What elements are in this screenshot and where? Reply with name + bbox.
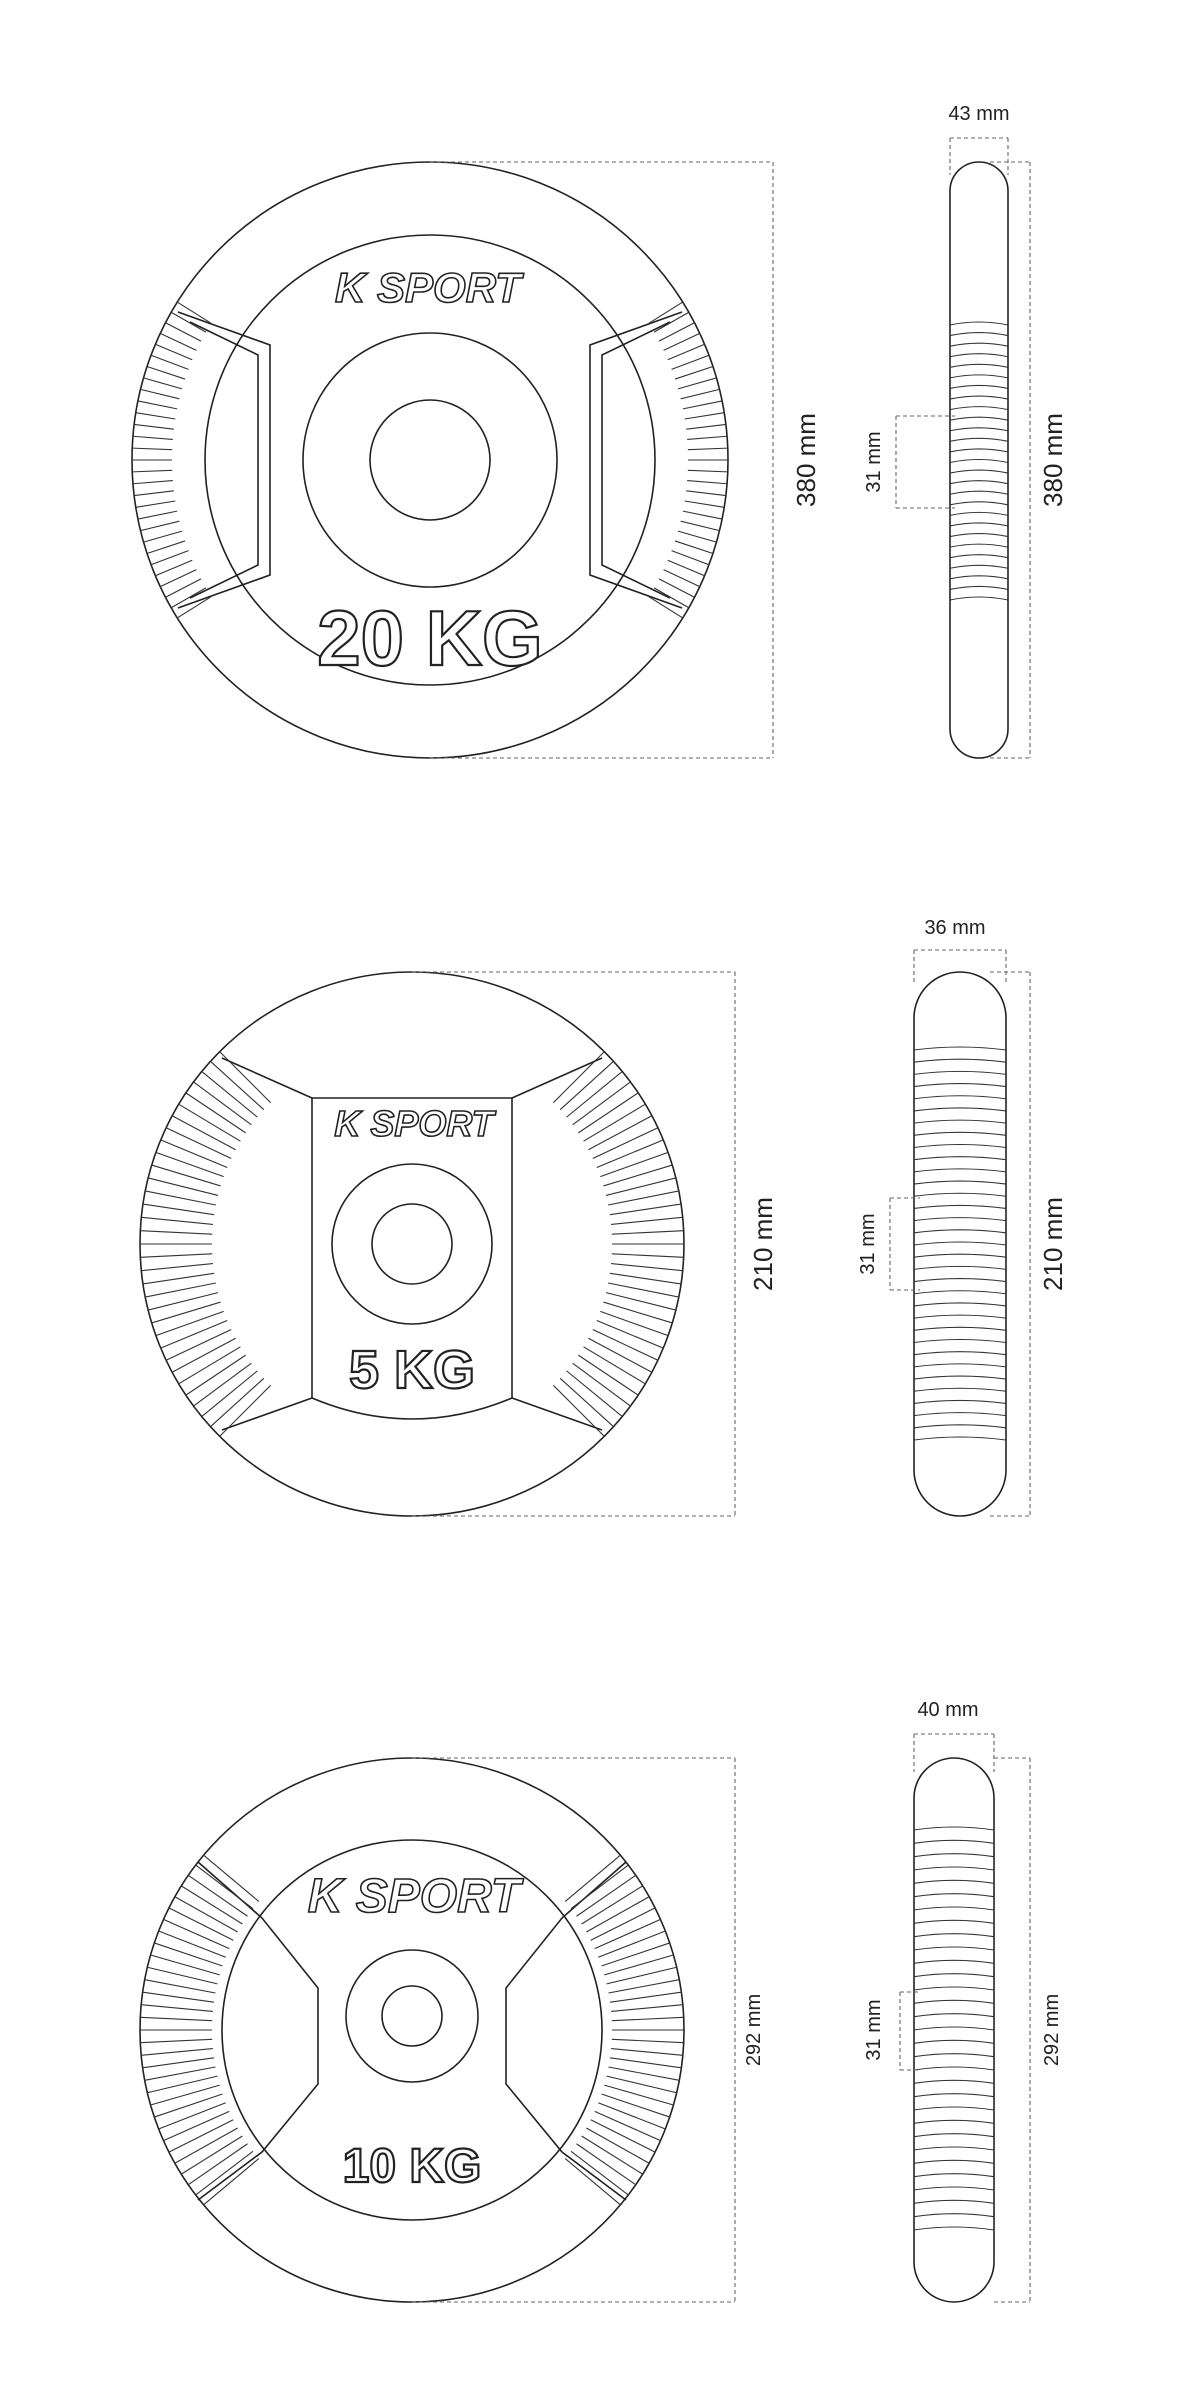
grip-rib — [608, 1283, 679, 1297]
side-rib — [914, 1047, 1006, 1050]
dim-label-10kg-hole: 31 mm — [863, 1999, 885, 2061]
side-rib — [914, 1907, 994, 1910]
grip-rib — [593, 1330, 658, 1361]
grip-rib — [155, 344, 192, 360]
side-rib — [914, 1230, 1006, 1233]
grip-rib — [151, 551, 188, 565]
side-rib — [914, 1352, 1006, 1355]
grip-ribs-left — [132, 302, 211, 618]
dim-label-10kg-thickness: 40 mm — [917, 1699, 979, 1721]
side-rib — [914, 2040, 994, 2043]
grip-rib — [141, 1264, 213, 1271]
dim-label-5kg-side-height: 210 mm — [1038, 1197, 1068, 1291]
grip-rib — [155, 560, 192, 576]
grip-ribs-right — [553, 1052, 684, 1437]
side-rib — [950, 470, 1008, 473]
grip-rib — [609, 2067, 680, 2080]
grip-rib — [144, 378, 182, 389]
grip-rib — [611, 2005, 683, 2012]
weight-label-10kg: 10 KG — [342, 2140, 482, 2193]
side-rib — [950, 407, 1008, 410]
side-rib — [950, 438, 1008, 441]
grip-rib — [565, 1855, 620, 1901]
grip-rib — [600, 1152, 668, 1176]
side-rib — [914, 1157, 1006, 1160]
grip-rib — [601, 2094, 669, 2117]
side-rib — [914, 1400, 1006, 1403]
side-rib — [914, 1279, 1006, 1282]
grip-rib — [154, 2094, 222, 2117]
grip-rib — [610, 2058, 681, 2068]
grip-rib — [597, 1321, 664, 1349]
side-rib — [914, 1132, 1006, 1135]
grip-rib — [154, 1943, 222, 1966]
grip-rib — [606, 1293, 676, 1310]
side-rib — [950, 597, 1008, 600]
grip-rib — [145, 2067, 216, 2080]
dim-label-10kg-side-height: 292 mm — [1041, 1993, 1063, 2067]
grip-rib — [678, 531, 716, 542]
grip-rib — [151, 355, 188, 369]
grip-rib — [164, 1919, 230, 1948]
grip-rib — [140, 1254, 212, 1258]
side-rib — [914, 1181, 1006, 1184]
grip-rib — [606, 1178, 676, 1195]
side-rib — [950, 534, 1008, 537]
side-rib — [914, 1894, 994, 1897]
grip-rib — [136, 501, 175, 507]
grip-rib — [177, 302, 211, 323]
grip-rib — [133, 436, 173, 439]
side-rib — [914, 1145, 1006, 1148]
grip-rib — [686, 424, 726, 429]
side-rib — [950, 555, 1008, 558]
side-rib — [950, 364, 1008, 367]
grip-rib — [672, 355, 709, 369]
side-rib — [914, 2080, 994, 2083]
side-rib — [914, 2054, 994, 2057]
grip-rib — [683, 401, 722, 409]
side-rib — [950, 428, 1008, 431]
side-rib — [914, 1108, 1006, 1111]
side-rib — [914, 2067, 994, 2070]
grip-rib — [681, 521, 720, 530]
dimension-20kg-thickness — [948, 103, 1009, 175]
side-rib — [914, 1867, 994, 1870]
grip-ribs-left — [140, 1052, 271, 1437]
grip-rib — [136, 413, 175, 419]
grip-rib — [685, 413, 724, 419]
side-rib — [914, 2214, 994, 2217]
grip-rib — [595, 2111, 661, 2140]
side-rib — [950, 460, 1008, 463]
grip-rib — [612, 2017, 684, 2020]
side-rib — [914, 1388, 1006, 1391]
side-rib — [914, 2147, 994, 2150]
side-rib — [914, 1413, 1006, 1416]
side-rib — [914, 1437, 1006, 1440]
dimension-5kg-hole — [857, 1198, 920, 1290]
grip-rib — [140, 389, 179, 398]
dim-label-20kg-hole: 31 mm — [863, 431, 885, 493]
grip-rib — [147, 1967, 217, 1984]
side-grip-ribs — [914, 1827, 994, 2230]
grip-ribs-left — [140, 1855, 259, 2205]
side-rib — [914, 2200, 994, 2203]
side-rib — [914, 1974, 994, 1977]
grip-rib — [164, 2111, 230, 2140]
grip-rib — [159, 2103, 226, 2129]
side-rib — [914, 1169, 1006, 1172]
plate-20kg-side — [950, 162, 1008, 758]
side-rib — [914, 1920, 994, 1923]
grip-rib — [593, 1128, 658, 1159]
grip-rib — [612, 2039, 684, 2042]
grip-rib — [159, 1931, 226, 1957]
grip-rib — [611, 1264, 683, 1271]
grip-rib — [668, 344, 705, 360]
side-rib — [914, 1934, 994, 1937]
grip-rib — [156, 1311, 224, 1335]
dimension-10kg-side-height — [994, 1758, 1063, 2302]
grip-rib — [132, 448, 172, 450]
weight-label-5kg: 5 KG — [348, 1340, 476, 1400]
grip-rib — [601, 1943, 669, 1966]
side-rib — [914, 1880, 994, 1883]
grip-rib — [151, 2085, 220, 2105]
side-rib — [950, 322, 1008, 325]
grip-rib — [152, 1302, 221, 1323]
dim-label-10kg-diameter: 292 mm — [743, 1993, 765, 2067]
side-rib — [914, 1376, 1006, 1379]
grip-rib — [151, 1955, 220, 1975]
side-rib — [950, 523, 1008, 526]
side-rib — [914, 2120, 994, 2123]
grip-rib — [134, 424, 174, 429]
side-grip-ribs — [914, 1047, 1006, 1440]
grip-rib — [147, 541, 185, 554]
grip-rib — [675, 367, 713, 380]
grip-rib — [611, 2049, 683, 2056]
dimension-20kg-side-height — [990, 162, 1068, 758]
side-rib — [914, 1071, 1006, 1074]
grip-rib — [595, 1919, 661, 1948]
grip-rib — [161, 1140, 228, 1168]
side-rib — [914, 1218, 1006, 1221]
grip-rib — [685, 501, 724, 507]
grip-rib — [607, 1967, 677, 1984]
grip-rib — [688, 448, 728, 450]
dim-label-20kg-side-height: 380 mm — [1038, 413, 1068, 507]
grip-rib — [156, 1152, 224, 1176]
side-rib — [914, 1827, 994, 1830]
side-rib — [914, 1084, 1006, 1087]
grip-rib — [612, 1231, 684, 1235]
grip-rib — [604, 2085, 673, 2105]
grip-ribs-right — [565, 1855, 684, 2205]
dimension-5kg-thickness — [914, 917, 1006, 985]
side-rib — [950, 481, 1008, 484]
side-rib — [950, 333, 1008, 336]
side-rib — [914, 1059, 1006, 1062]
grip-rib — [141, 1217, 213, 1224]
side-rib — [914, 1340, 1006, 1343]
grip-rib — [143, 1204, 214, 1215]
side-rib — [950, 586, 1008, 589]
grip-rib — [604, 1955, 673, 1975]
side-rib — [914, 1425, 1006, 1428]
grip-rib — [143, 1273, 214, 1284]
side-rib — [914, 1854, 994, 1857]
grip-rib — [607, 2076, 677, 2093]
grip-rib — [598, 2103, 665, 2129]
grip-rib — [140, 2017, 212, 2020]
grip-rib — [144, 531, 182, 542]
grip-rib — [603, 1302, 672, 1323]
side-rib — [950, 417, 1008, 420]
side-rib — [950, 544, 1008, 547]
side-rib — [914, 1327, 1006, 1330]
brand-logo-5kg: K SPORT — [334, 1103, 494, 1144]
grip-rib — [141, 2005, 213, 2012]
grip-rib — [152, 1165, 221, 1186]
side-rib — [950, 385, 1008, 388]
plate-10kg-side — [914, 1758, 994, 2302]
grip-rib — [140, 521, 179, 530]
grip-rib — [204, 1855, 259, 1901]
grip-rib — [598, 1931, 665, 1957]
plate-5kg-front — [140, 972, 684, 1516]
grip-rib — [609, 1980, 680, 1993]
dimension-20kg-hole — [863, 416, 955, 508]
grip-rib — [683, 511, 722, 519]
brand-logo-10kg: K SPORT — [307, 1870, 521, 1923]
grip-rib — [140, 2039, 212, 2042]
dimension-10kg-diameter — [412, 1758, 765, 2302]
side-rib — [914, 2027, 994, 2030]
side-rib — [950, 491, 1008, 494]
side-rib — [950, 502, 1008, 505]
side-rib — [914, 1840, 994, 1843]
grip-rib — [138, 511, 177, 519]
side-rib — [950, 449, 1008, 452]
dim-label-5kg-thickness: 36 mm — [924, 917, 986, 939]
plate-20kg-front — [132, 162, 728, 758]
grip-rib — [138, 401, 177, 409]
grip-rib — [688, 470, 728, 472]
grip-rib — [166, 1330, 231, 1361]
grip-rib — [608, 1191, 679, 1205]
side-rib — [914, 2160, 994, 2163]
grip-rib — [649, 597, 683, 618]
side-rib — [914, 1303, 1006, 1306]
grip-rib — [668, 560, 705, 576]
grip-rib — [204, 2159, 259, 2205]
side-rib — [914, 2014, 994, 2017]
side-rib — [914, 1205, 1006, 1208]
side-rib — [950, 396, 1008, 399]
grip-rib — [148, 1293, 218, 1310]
grip-rib — [166, 1128, 231, 1159]
grip-rib — [147, 367, 185, 380]
side-rib — [950, 354, 1008, 357]
grip-rib — [565, 2159, 620, 2205]
side-rib — [914, 2134, 994, 2137]
grip-rib — [134, 491, 174, 496]
grip-rib — [610, 1204, 681, 1215]
grip-rib — [161, 1321, 228, 1349]
grip-rib — [678, 378, 716, 389]
side-rib — [950, 343, 1008, 346]
side-rib — [950, 565, 1008, 568]
grip-rib — [147, 2076, 217, 2093]
grip-rib — [610, 1273, 681, 1284]
side-rib — [914, 2187, 994, 2190]
grip-rib — [145, 1283, 216, 1297]
grip-rib — [143, 1992, 214, 2002]
side-rib — [914, 2227, 994, 2230]
grip-rib — [687, 481, 727, 484]
side-rib — [950, 576, 1008, 579]
dim-label-5kg-hole: 31 mm — [857, 1213, 879, 1275]
side-grip-ribs — [950, 322, 1008, 600]
side-rib — [914, 1291, 1006, 1294]
grip-rib — [681, 389, 720, 398]
side-rib — [914, 1193, 1006, 1196]
grip-rib — [610, 1992, 681, 2002]
side-rib — [914, 1096, 1006, 1099]
dim-label-20kg-thickness: 43 mm — [948, 103, 1010, 125]
grip-rib — [686, 491, 726, 496]
grip-rib — [649, 302, 683, 323]
grip-rib — [177, 597, 211, 618]
grip-rib — [148, 1178, 218, 1195]
side-rib — [914, 1266, 1006, 1269]
grip-rib — [132, 470, 172, 472]
grip-rib — [611, 1217, 683, 1224]
side-rib — [914, 1120, 1006, 1123]
dim-label-5kg-diameter: 210 mm — [748, 1197, 778, 1291]
grip-rib — [603, 1165, 672, 1186]
grip-rib — [612, 1254, 684, 1258]
side-rib — [914, 1254, 1006, 1257]
side-rib — [914, 2107, 994, 2110]
dimension-10kg-thickness — [914, 1699, 994, 1772]
brand-logo-20kg: K SPORT — [335, 264, 521, 311]
side-rib — [914, 1242, 1006, 1245]
weight-label-20kg: 20 KG — [317, 594, 543, 682]
side-rib — [950, 375, 1008, 378]
grip-rib — [141, 2049, 213, 2056]
grip-rib — [597, 1140, 664, 1168]
side-rib — [950, 512, 1008, 515]
plate-10kg-front — [140, 1758, 684, 2302]
grip-rib — [140, 1231, 212, 1235]
grip-rib — [675, 541, 713, 554]
grip-rib — [672, 551, 709, 565]
grip-rib — [600, 1311, 668, 1335]
grip-rib — [145, 1980, 216, 1993]
side-rib — [914, 1947, 994, 1950]
side-rib — [914, 2094, 994, 2097]
grip-rib — [145, 1191, 216, 1205]
dimension-5kg-diameter — [412, 972, 778, 1516]
side-rib — [914, 1960, 994, 1963]
grip-rib — [687, 436, 727, 439]
side-rib — [914, 1364, 1006, 1367]
grip-rib — [143, 2058, 214, 2068]
dimension-10kg-hole — [863, 1992, 918, 2070]
side-rib — [914, 2000, 994, 2003]
side-rib — [914, 1987, 994, 1990]
side-rib — [914, 2174, 994, 2177]
grip-rib — [133, 481, 173, 484]
side-rib — [914, 1315, 1006, 1318]
grip-ribs-right — [649, 302, 728, 618]
plate-5kg-side — [914, 972, 1006, 1516]
dim-label-20kg-diameter: 380 mm — [791, 413, 821, 507]
